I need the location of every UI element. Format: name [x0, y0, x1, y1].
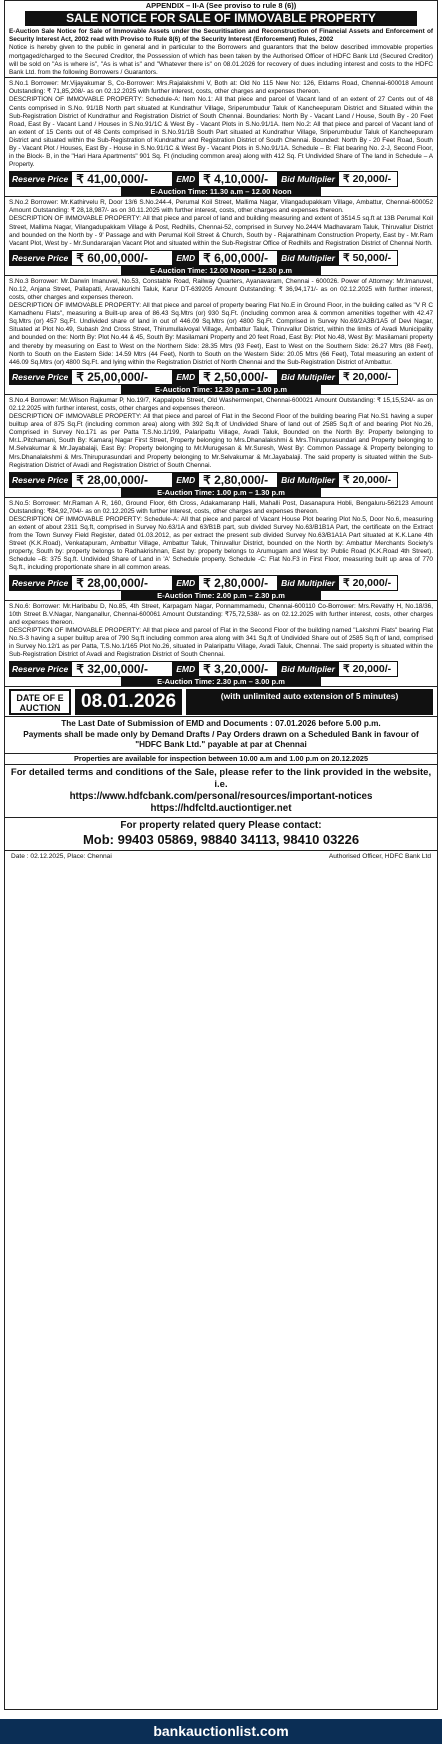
property-section	[5, 394, 437, 497]
reserve-price-label: Reserve Price	[9, 472, 71, 488]
bid-multiplier-label: Bid Multiplier	[278, 250, 338, 266]
authorised-officer: Authorised Officer, HDFC Bank Ltd	[328, 852, 431, 860]
reserve-price-value: ₹ 28,00,000/-	[71, 575, 173, 591]
date-place: Date : 02.12.2025, Place: Chennai	[11, 852, 112, 860]
reserve-price-value: ₹ 60,00,000/-	[71, 250, 173, 266]
contact-info	[5, 817, 437, 850]
auction-date-label: DATE OF E AUCTION	[9, 689, 71, 715]
terms-info	[5, 765, 437, 817]
notice-title: SALE NOTICE FOR SALE OF IMMOVABLE PROPERTY	[25, 11, 417, 26]
notice-footer	[5, 850, 437, 862]
bid-multiplier-value: ₹ 20,000/-	[338, 369, 398, 385]
price-bar	[9, 171, 433, 187]
bid-multiplier-label: Bid Multiplier	[278, 661, 338, 677]
bid-multiplier-value: ₹ 20,000/-	[338, 661, 398, 677]
price-bar	[9, 472, 433, 488]
emd-label: EMD	[173, 575, 198, 591]
property-section	[5, 77, 437, 196]
bid-multiplier-value: ₹ 20,000/-	[338, 472, 398, 488]
reserve-price-label: Reserve Price	[9, 369, 71, 385]
contact-title: For property related query Please contact:	[120, 819, 322, 831]
reserve-price-value: ₹ 25,00,000/-	[71, 369, 173, 385]
emd-label: EMD	[173, 171, 198, 187]
terms-text: For detailed terms and conditions of the Sale, please refer to the link provided in the website, i.e.	[10, 766, 432, 790]
bid-multiplier-value: ₹ 20,000/-	[338, 575, 398, 591]
auction-time: E-Auction Time: 2.00 p.m – 2.30 p.m	[121, 591, 321, 600]
emd-label: EMD	[173, 369, 198, 385]
emd-value: ₹ 6,00,000/-	[198, 250, 278, 266]
reserve-price-label: Reserve Price	[9, 250, 71, 266]
inspection-info: Properties are available for inspection between 10.00 a.m and 1.00 p.m on 20.12.2025	[5, 753, 437, 765]
property-description: DESCRIPTION OF IMMOVABLE PROPERTY: All that piece and parcel of Flat in the Second Floor of the building named "Lakshmi Flats" bearing Flat No.S-3 having a super builtup area of 790 Sq.ft including common area along with 341 Sq.ft of Undivided Share out of 2585 Sq.ft of land, comprised in Survey No.12/1 as per Patta, T.S.No.1/165 Plot No.26, situated in Palaripattu Village, Avadi Taluk, Chennai. The said property is situated within the Sub-Registration District of Avadi and Registration District of South Chennai.	[9, 626, 433, 659]
reserve-price-value: ₹ 32,00,000/-	[71, 661, 173, 677]
property-description: DESCRIPTION OF IMMOVABLE PROPERTY: Schedule-A: All that piece and parcel of Vacant House Plot bearing Plot No.5, Door No.6, measuring an extent of about 2311 Sq.ft, comprised in Survey No.63/1A and 63/B1B part, sub divided Survey No.63/B1B1A Part, the certificate on the Extract from the Town Survey Field Register, dated 01.03.2012, as per extract the present sub divided Survey No.63/B1A1A Part situated at K.K.Lane 4th Street (K.K.Road), Venkatapuram, Ambattur Village, Ambattur Taluk, Thiruvallur District, bounded on the North by: Ambattur Merchants Society's property, South by: property belongs to Radhakrishnan, East by: property belongs to Arumugam and West by: Public Road (K.K.Road 4th Street). Schedule –B: 375 Sq.ft. Undivided Share of Land in 'A' Schedule property. Schedule -C: Flat No.F3 in First Floor, measuring built up area of 770 Sq.ft., including proportionate share in all common areas.	[9, 515, 433, 572]
bid-multiplier-label: Bid Multiplier	[278, 472, 338, 488]
sale-notice	[4, 0, 438, 1710]
emd-value: ₹ 2,50,000/-	[198, 369, 278, 385]
auction-date: 08.01.2026	[75, 689, 182, 715]
appendix-line: APPENDIX – II-A (See proviso to rule 8 (6))	[145, 1, 297, 10]
reserve-price-label: Reserve Price	[9, 661, 71, 677]
auction-time: E-Auction Time: 12.00 Noon – 12.30 p.m	[121, 266, 321, 275]
emd-label: EMD	[173, 250, 198, 266]
bid-multiplier-label: Bid Multiplier	[278, 369, 338, 385]
bid-multiplier-label: Bid Multiplier	[278, 575, 338, 591]
reserve-price-value: ₹ 41,00,000/-	[71, 171, 173, 187]
intro-notice: Notice is hereby given to the public in general and in particular to the Borrowers and guarantors that the below described immovable properties mortgaged/charged to the Secured Creditor, the Possession of which has been taken by the Authorised Officer of HDFC Bank Ltd (Secured Creditor) will be sold on "As is where is", "As is what is" and "Whatever there is" on 08.01.2026 for recovery of dues including interest and costs to the HDFC Bank Ltd. from the following Borrowers / Guarantors.	[9, 44, 433, 77]
property-list	[5, 77, 437, 686]
borrower-details: S.No.1 Borrower: Mr.Vijayakumar S, Co-Borrower: Mrs.Rajalakshmi V, Both at: Old No 115 New No: 126, Eldams Road, Chennai-600018 Amount Outstanding: ₹ 71,85,208/- as on 02.12.2025 with further interest, costs, other charges and expenses thereon.	[9, 80, 433, 96]
emd-value: ₹ 2,80,000/-	[198, 575, 278, 591]
borrower-details: S.No.5: Borrower: Mr.Raman A R, 160, Ground Floor, 6th Cross, Adakamaranp Halli, Mahalli Post, Dasanapura Hobli, Bengaluru-562123 Amount Outstanding: ₹84,92,704/- as on 02.12.2025 with further interest, costs, other charges and expenses thereon.	[9, 499, 433, 515]
property-section	[5, 497, 437, 600]
auction-time: E-Auction Time: 1.00 p.m – 1.30 p.m	[121, 488, 321, 497]
emd-value: ₹ 3,20,000/-	[198, 661, 278, 677]
bid-multiplier-label: Bid Multiplier	[278, 171, 338, 187]
submission-info	[5, 716, 437, 753]
bid-multiplier-value: ₹ 20,000/-	[338, 171, 398, 187]
auction-time: E-Auction Time: 11.30 a.m – 12.00 Noon	[121, 187, 321, 196]
emd-label: EMD	[173, 661, 198, 677]
borrower-details: S.No.3 Borrower: Mr.Darwin Imanuvel, No.53, Constable Road, Railway Quarters, Ayanavaram, Chennai - 600026. Power of Attorney: Mr.Imanuvel, No.12, Anjana Street, Pallapatti, Aravakurichi Taluk, Karur DT-639205 Amount Outstanding: ₹ 36,94,171/- as on 02.12.2025 with further interest, costs, other charges and expenses thereon.	[9, 277, 433, 301]
property-section	[5, 600, 437, 687]
property-description: DESCRIPTION OF IMMOVABLE PROPERTY: Schedule-A: Item No.1: All that piece and parcel of Vacant land of an extent of 27 Cents out of 48 Cents comprised in S.No. 91/1B North part situated at Kundrathur Village, Sriperumbudur Taluk of Kancheepuram District and Situated within the Sub-Registration District of Kundrathur and Registration District of South Chennai. Boundaries: North By - Vacant Land / House, South By - 20 Feet Road, East By - Vacant Land / Houses in S.No.91/1C & West By - Vacant Plots in S.No.91/1A. Item No.2: All that piece and parcel of Vacant land of an extent of 15 Cents out of 48 Cents comprised in S.No.91/1B South Part situated at Kundrathur Village, Sriperumbudur Taluk of Kancheepuram District and situated within the Sub-Registration of Kundrathur and Registration District of South Chennai. Bounded: North By - 20 Feet Road, South By - Vacant Plot / Houses, East By - House in S.No.91/1C & West By - Vacant Plots in S.No.91/1A. Schedule – B: Flat bearing No. 2-J, Second Floor, in the Block- B, in the "Hari Hara Apartments" 901 Sq. Ft (including common area) along with 412 Sq. Ft Undivided Share of The land in Schedule – A Property.	[9, 96, 433, 169]
reserve-price-value: ₹ 28,00,000/-	[71, 472, 173, 488]
price-bar	[9, 369, 433, 385]
intro-act: E-Auction Sale Notice for Sale of Immovable Assets under the Securitisation and Reconstruction of Financial Assets and Enforcement of Security Interest Act, 2002 read with Proviso to Rule 8(6) of the Security Interest (Enforcement) Rules, 2002	[9, 28, 433, 44]
reserve-price-label: Reserve Price	[9, 171, 71, 187]
property-description: DESCRIPTION OF IMMOVABLE PROPERTY: All that piece and parcel of land and building measuring and extent of 3514.5 sq.ft at 13B Perumal Koil Street, Mallima Nagar, Vilangadupakkam Village & Post, Redhills, Chennai-52, comprised in Survey No.244/4 Madhavaram Taluk, Thiruvallur District and bounded on the North by - 9' Passage and with Perumal Koil Street & Church, South by - Rajarathinam Construction Property, East by - Mr.Ram Vacant Plot, West by - Mr.Sundararajan Vacant Plot and situated within the Sub-Registrar Office of Redhills and Registration District of Chennai North.	[9, 215, 433, 247]
contact-mobiles: Mob: 99403 05869, 98840 34113, 98410 03226	[82, 831, 360, 847]
property-section	[5, 196, 437, 275]
property-section	[5, 275, 437, 394]
bid-multiplier-value: ₹ 50,000/-	[338, 250, 398, 266]
last-date: The Last Date of Submission of EMD and Documents : 07.01.2026 before 5.00 p.m.	[61, 719, 381, 729]
emd-label: EMD	[173, 472, 198, 488]
borrower-details: S.No.2 Borrower: Mr.Kathirvelu R, Door 13/6 S.No.244-4, Perumal Koil Street, Mallima Nagar, Vilangadupakkam Village, Ambattur, Chennai-600052 Amount Outstanding: ₹ 28,18,987/- as on 30.11.2025 with further interest, costs, other charges and expenses thereon.	[9, 199, 433, 215]
price-bar	[9, 575, 433, 591]
property-description: DESCRIPTION OF IMMOVABLE PROPERTY: All that piece and parcel of Flat in the Second Floor of the building bearing Flat No.S1 having a super builtup area of 875 Sq.Ft (including common area) along with 392 Sq.ft of Undivided Share of land out of 2585 Sq.ft of and bearing Plot No.26, Comprised in Survey No.171 as per Patta T.S.No.1/199, Palaripattu Village, Avadi Taluk, Bounded on the North By: Property belonging to Mr.L.Pitchamani, South By: Kamaraj Nagar First Street, Property belonging to Mrs.Dhanalakshmi & Mrs.Thirupurasundari and Property belonging to M.Selvakumar & Mr.Jayabalaji, East By: Property belonging to Mr.Murugesan & Mr.Suresh, West By: Common Passage & Property belonging to Mrs.Dhanalakshmi & Mrs.Thirupurasundari and Property belonging to Mr.Selvakumar & Mr.Jayabalaji. The said property is situated within the Sub-Registration District of Avadi and Registration District of South Chennai.	[9, 413, 433, 469]
borrower-details: S.No.6: Borrower: Mr.Haribabu D, No.85, 4th Street, Karpagam Nagar, Ponnammamedu, Chennai-600110 Co-Borrower: Mrs.Revathy H, No.18/36, 10th Street B.V.Nagar, Nanganallur, Chennai-600061 Amount Outstanding: ₹75,72,538/- as on 02.12.2025 with further interest, costs, other charges and expenses thereon.	[9, 602, 433, 626]
payment-info: Payments shall be made only by Demand Drafts / Pay Orders drawn on a Scheduled Bank in favour of "HDFC Bank Ltd." payable at par at Chennai	[23, 729, 419, 750]
auctiontiger-link[interactable]: https://hdfcltd.auctiontiger.net	[150, 802, 292, 814]
price-bar	[9, 661, 433, 677]
property-description: DESCRIPTION OF IMMOVABLE PROPERTY: All that piece and parcel of property bearing Flat No.E in Ground Floor, in the building called as "V R C Kamadhenu Flats", measuring a Built-up area of 86.43 Sq.Mtrs (or) 930 Sq.Ft. (including common area & common amenities together with 42.47 Sq.Mtrs (or) 457 Sq.Ft. Undivided share of land in out of 446.09 Sq.Mtrs (or) 4800 Sq.Ft. Comprised in Survey No.69/2A3B/1A5 of Devi Nagar, Situated at Plot No.49, Subash 2nd Cross Street, Thirumullaivoyal Village, Ambattur Taluk, Thiruvallur District, within the limits of Avadi Municipality and bounded on the: North By: Plot No.44 & 45, South By: Masilamani Property and 20 feet Road, East By: Plot No.48, West By: Masilamani property and thereby by measuring on East to West on the Northern Side: 28.35 Mtrs (93 Feet), East to West on the Southern Side: 26.27 Mtrs (88 Feet), North to South on the Eastern Side: 14.59 Mtrs (44 Feet), North to South on the Western Side: 20.05 Mtrs (66 Feet), Total measuring an extent of 446.09 Sq.Mtrs (or) 4800 Sq.Ft. and lying within the Registration District of North Chennai and the Sub-Registration District of Ambattur.	[9, 302, 433, 366]
auction-time: E-Auction Time: 12.30 p.m – 1.00 p.m	[121, 385, 321, 394]
borrower-details: S.No.4 Borrower: Mr.Wilson Rajkumar P, No.19/7, Kappalpolu Street, Old Washermenpet, Chennai-600021 Amount Outstanding: ₹ 15,15,524/- as on 02.12.2025 with further interest, costs, other charges and expenses thereon.	[9, 396, 433, 412]
emd-value: ₹ 4,10,000/-	[198, 171, 278, 187]
watermark-banner: bankauctionlist.com	[0, 1719, 442, 1744]
reserve-price-label: Reserve Price	[9, 575, 71, 591]
auction-time: E-Auction Time: 2.30 p.m – 3.00 p.m	[121, 677, 321, 686]
auction-date-row	[5, 686, 437, 716]
emd-value: ₹ 2,80,000/-	[198, 472, 278, 488]
price-bar	[9, 250, 433, 266]
auction-extension-note: (with unlimited auto extension of 5 minutes)	[186, 689, 433, 715]
hdfc-notices-link[interactable]: https://www.hdfcbank.com/personal/resources/important-notices	[69, 790, 373, 802]
